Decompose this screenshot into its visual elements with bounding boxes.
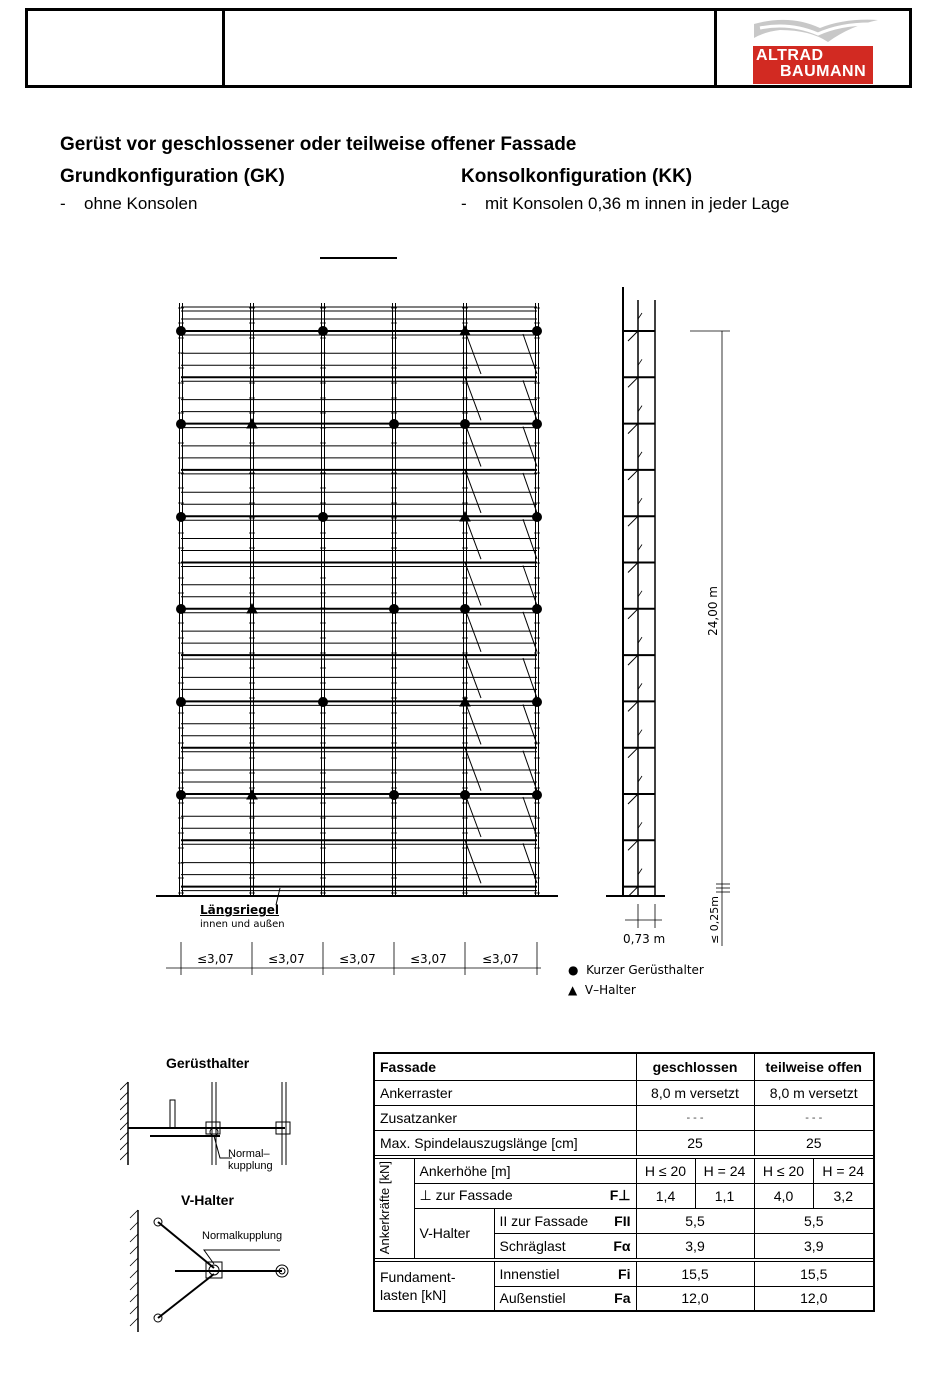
table-cell: - - - [636, 1105, 754, 1130]
bay-width-label: ≤3,07 [339, 952, 376, 966]
geruesthalter-title: Gerüsthalter [166, 1055, 250, 1071]
table-cell: 15,5 [754, 1261, 874, 1286]
anchor-circle-icon [319, 513, 328, 522]
table-header-teilweise: teilweise offen [754, 1053, 874, 1080]
anchor-circle-icon [390, 420, 399, 429]
table-cell: 15,5 [636, 1261, 754, 1286]
anchor-circle-icon [533, 327, 542, 336]
table-cell: H = 24 [695, 1158, 754, 1183]
table-cell: 1,1 [695, 1183, 754, 1208]
table-cell: Außenstiel Fa [494, 1286, 636, 1311]
table-cell: 1,4 [636, 1183, 695, 1208]
table-cell: Zusatzanker [374, 1105, 636, 1130]
anchor-circle-icon [461, 420, 470, 429]
legend-triangle: ▲ V–Halter [568, 983, 636, 997]
bay-width-label: ≤3,07 [482, 952, 519, 966]
table-cell: II zur Fassade FII [494, 1208, 636, 1233]
kk-description: - mit Konsolen 0,36 m innen in jeder Lage [461, 194, 790, 213]
anchor-circle-icon [390, 791, 399, 800]
langsriegel-sublabel: innen und außen [200, 919, 285, 930]
table-cell: - - - [754, 1105, 874, 1130]
gk-heading: Grundkonfiguration (GK) [60, 166, 285, 187]
table-row [374, 1130, 874, 1155]
table-cell: 3,2 [813, 1183, 874, 1208]
vhalter-title: V-Halter [181, 1192, 234, 1208]
table-cell: Innenstiel Fi [494, 1261, 636, 1286]
anchor-circle-icon [177, 420, 186, 429]
normalkupplung-label: Normalkupplung [202, 1230, 283, 1242]
anchor-circle-icon [177, 791, 186, 800]
bay-width-label: ≤3,07 [268, 952, 305, 966]
normal-kupplung-label: Normal– kupplung [228, 1148, 273, 1172]
anchor-detail-drawing [120, 1070, 320, 1340]
table-cell: 5,5 [636, 1208, 754, 1233]
logo-text-altrad: ALTRAD [756, 47, 824, 64]
table-row [374, 1158, 874, 1183]
anchor-circle-icon [177, 327, 186, 336]
table-cell: ⊥ zur Fassade F⊥ [414, 1183, 636, 1208]
logo-text-baumann: BAUMANN [780, 63, 867, 80]
table-cell: 8,0 m versetzt [636, 1080, 754, 1105]
anchor-circle-icon [533, 605, 542, 614]
table-cell: Schräglast Fα [494, 1233, 636, 1258]
table-header-geschlossen: geschlossen [636, 1053, 754, 1080]
table-cell: H ≤ 20 [636, 1158, 695, 1183]
table-cell: Max. Spindelauszugslänge [cm] [374, 1130, 636, 1155]
table-row [374, 1105, 874, 1130]
table-cell: 12,0 [636, 1286, 754, 1311]
anchor-circle-icon [533, 513, 542, 522]
anchor-circle-icon [390, 605, 399, 614]
table-cell: 25 [754, 1130, 874, 1155]
table-cell: 25 [636, 1130, 754, 1155]
table-cell: 12,0 [754, 1286, 874, 1311]
anchor-circle-icon [533, 698, 542, 707]
page-title: Gerüst vor geschlossener oder teilweise offener Fassade [60, 134, 577, 155]
anchor-circle-icon [177, 513, 186, 522]
height-dimension-label: 24,00 m [706, 586, 720, 636]
table-cell: Ankerhöhe [m] [414, 1158, 636, 1183]
table-cell: Ankerraster [374, 1080, 636, 1105]
gk-description: - ohne Konsolen [60, 194, 198, 213]
table-cell: 3,9 [754, 1233, 874, 1258]
circle-icon: ● [568, 963, 579, 977]
table-cell: 4,0 [754, 1183, 813, 1208]
anchor-circle-icon [461, 791, 470, 800]
table-cell: H ≤ 20 [754, 1158, 813, 1183]
table-row [374, 1183, 874, 1208]
table-cell: V-Halter [414, 1208, 494, 1258]
table-row [374, 1261, 874, 1286]
anchor-circle-icon [177, 698, 186, 707]
table-cell: 3,9 [636, 1233, 754, 1258]
table-cell: 8,0 m versetzt [754, 1080, 874, 1105]
table-header-fassade: Fassade [374, 1053, 636, 1080]
kk-heading: Konsolkonfiguration (KK) [461, 166, 693, 187]
legend-circle: ● Kurzer Gerüsthalter [568, 963, 704, 977]
table-row [374, 1080, 874, 1105]
table-cell: H = 24 [813, 1158, 874, 1183]
table-cell: Fundament-lasten [kN] [374, 1261, 494, 1311]
langsriegel-label: Längsriegel [200, 903, 280, 917]
table-cell: Ankerkräfte [kN] [374, 1158, 414, 1258]
anchor-circle-icon [319, 698, 328, 707]
spindle-dimension-label: ≤ 0,25m [708, 896, 721, 944]
triangle-icon: ▲ [568, 983, 578, 997]
table-row [374, 1208, 874, 1233]
bay-width-label: ≤3,07 [197, 952, 234, 966]
bay-width-label: ≤3,07 [410, 952, 447, 966]
width-dimension-label: 0,73 m [623, 932, 666, 946]
anchor-circle-icon [533, 420, 542, 429]
anchor-circle-icon [319, 327, 328, 336]
front-view [156, 258, 558, 975]
anchor-circle-icon [461, 605, 470, 614]
table-cell: 5,5 [754, 1208, 874, 1233]
anchor-load-table [373, 1052, 875, 1312]
anchor-circle-icon [177, 605, 186, 614]
anchor-circle-icon [533, 791, 542, 800]
table-row [374, 1053, 874, 1080]
